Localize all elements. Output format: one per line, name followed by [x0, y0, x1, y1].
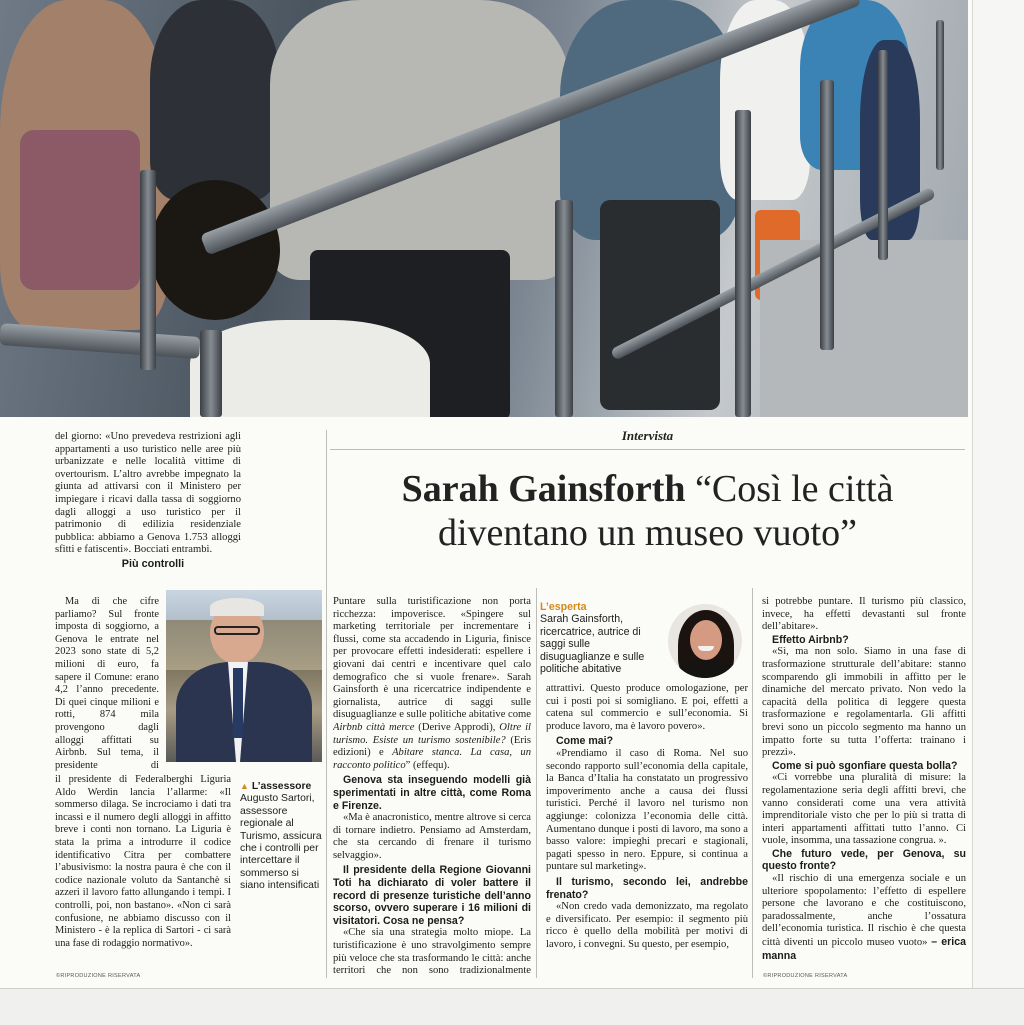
- column-1: [55, 431, 241, 571]
- question-7: Che futuro vede, per Genova, su questo fronte?: [762, 847, 966, 873]
- headline-quote-1: “Così le città: [695, 468, 894, 510]
- answer-2: «Che sia una strategia molto miope. La turistificazione è uno stravolgimento sempre più veloce che sta trasformando le città: anche territori che non sono tradizionalmente: [333, 927, 531, 976]
- headline-name: Sarah Gainsforth: [401, 468, 686, 510]
- answer-7: «Il rischio di una emergenza sociale e un ulteriore spopolamento: l’effetto di espellere persone che lavorano e che costituiscono, paradossalmente, anche l’ossatura dell’economia turistica. Il rischio è che questa città diventi un piccolo museo vuoto» – erica manna: [762, 873, 966, 962]
- triangle-icon: ▲: [240, 781, 249, 791]
- column-1-lower: [55, 774, 231, 970]
- esperta-label: L’esperta: [540, 601, 587, 613]
- answer-6: «Ci vorrebbe una pluralità di misure: la regolamentazione seria degli affitti brevi, che vanno considerati come una vera attività imprenditoriale visto che per lo più si tratta di interi appartamenti affittati tutto l’anno. Ci vuole, insomma, una tassazione congrua. ».: [762, 772, 966, 847]
- col2-intro: Puntare sulla turistificazione non porta ricchezza: impoverisce. «Spingere sul marketing territoriale per incrementare i flussi, come sta accadendo in Liguria, finisce per provocare effetti indesiderati: espellere i giovani dai centri e incentivare quel calo demografico che si vuole frenare». Sarah Gainsforth è una ricercatrice indipendente e giornalista, autrice di saggi sulle disuguaglianze e sulle politiche abitative come Airbnb città merce (Derive Approdi), Oltre il turismo. Esiste un turismo sostenibile? (Eris edizioni) e Abitare stanca. La casa, un racconto politico” (effequ).: [333, 596, 531, 771]
- headline-quote-2: diventano un museo vuoto”: [438, 512, 857, 554]
- sarah-gainsforth-portrait: [668, 604, 742, 678]
- assessore-photo: [166, 590, 322, 762]
- answer-3: «Prendiamo il caso di Roma. Nel suo secondo rapporto sull’economia della capitale, la Banca d’Italia ha constatato un progressivo impoverimento anche a causa dei flussi turistici. Perché il lavoro nel turismo non aggiunge: colonizza l’economia delle città. Aumentano dunque i posti di lavoro, ma sono a basso valore: impieghi precari e stagionali, pagati spesso in nero. Eppure, si continua a puntare sul marketing».: [546, 747, 748, 873]
- question-4: Il turismo, secondo lei, andrebbe frenato?: [546, 875, 748, 901]
- copyright-right: ©RIPRODUZIONE RISERVATA: [763, 973, 848, 979]
- answer-1: «Ma è anacronistico, mentre altrove si cerca di tornare indietro. Pensiamo ad Amsterdam, che sta cercando di frenare il turismo selvaggio».: [333, 812, 531, 861]
- byline: – erica manna: [762, 936, 966, 962]
- column-1-body: [55, 596, 159, 772]
- answer-4: «Non credo vada demonizzato, ma regolato e diversificato. Per esempio: il segmento più ricco è quello della mobilità per motivi di lavoro, i convegni. Su questo, per esempio,: [546, 901, 748, 950]
- col4-intro: si potrebbe puntare. Il turismo più classico, invece, ha effetti devastanti sul fronte dell’abitare».: [762, 596, 966, 633]
- question-1: Genova sta inseguendo modelli già sperimentati in altre città, come Roma e Firenze.: [333, 774, 531, 812]
- assessore-text: Augusto Sartori, assessore regionale al Turismo, assicura che i controlli per intercettare il sommerso si siano intensificati: [240, 793, 322, 892]
- queue-photo: [0, 0, 968, 417]
- answer-5: «Sì, ma non solo. Siamo in una fase di trasformazione strutturale dell’abitare: stanno scomparendo gli immobili in affitto per le dinamiche del mercato privato. Non vedo la capacità della politica di leggere questa trasformazione e regolamentarla. Gli affitti brevi sono un piccolo segmento ma hanno un impatto forte su tutta l’offerta: trainano i prezzi».: [762, 646, 966, 759]
- assessore-label: L’assessore: [251, 781, 312, 792]
- col1-body-paragraph: Ma di che cifre parliamo? Sul fronte imposta di soggiorno, a Genova le entrate nel 2023 sono state di 5,2 milioni di euro, fa sapere il Comune: erano 4,2 l’anno precedente. Di quei cinque milioni e rotti, 874 mila provengono dagli alloggi affittati su Airbnb. Sul tema, il presidente di: [55, 596, 159, 771]
- kicker-rule: [330, 449, 965, 450]
- col1-lower-paragraph: il presidente di Federalberghi Liguria Aldo Werdin lancia l’allarme: «Il sommerso dilaga. Se incrociamo i dati tra incassi e il numero degli alloggi in affitto breve i conti non tornano. La Liguria è stata la prima a introdurre il codice identificativo Citra per combattere l’abusivismo: la nostra paura è che con il codice nazionale voluto da Santanchè si azzeri il lavoro fatto allungando i tempi. I controlli, poi, non bastano». «Non ci sarà confusione, ne abbiamo discusso con il Ministero - è la replica di Sartori - ci sarà una fase di rodaggio normativo».: [55, 774, 231, 949]
- assessore-caption: [240, 780, 324, 893]
- question-3: Come mai?: [556, 735, 614, 748]
- col1-top-paragraph: del giorno: «Uno prevedeva restrizioni agli appartamenti a uso turistico nelle aree più urbanizzate e nelle località vittime di overtourism. L’altro avrebbe impegnato la giunta ad attivarsi con il Ministero per impiegare i ricavi dalla tassa di soggiorno dagli alloggi a uso turistico per il patrimonio di edilizia residenziale pubblica: abbiamo a Genova 1.753 alloggi sfitti e fatiscenti». Bocciati entrambi.: [55, 431, 241, 556]
- esperta-text: Sarah Gainsforth, ricercatrice, autrice di saggi sulle disuguaglianze e sulle politiche abitative: [540, 613, 645, 676]
- column-3: [546, 683, 748, 978]
- page-right-margin: [972, 0, 1024, 1024]
- page-bottom-margin: [0, 988, 1024, 1025]
- subhead-piu-controlli: Più controlli: [121, 557, 185, 570]
- column-4: [762, 596, 966, 966]
- kicker: Intervista: [621, 428, 674, 443]
- copyright-left: ©RIPRODUZIONE RISERVATA: [56, 973, 141, 979]
- headline: [330, 467, 965, 555]
- question-5: Effetto Airbnb?: [772, 633, 849, 646]
- col3-intro: attrattivi. Questo produce omologazione, per cui i posti poi si somigliano. E poi, effetti a catena sul commercio e sull’economia. Si produce lavoro, ma è lavoro povero».: [546, 683, 748, 732]
- column-2: [333, 596, 531, 976]
- question-2: Il presidente della Regione Giovanni Toti ha dichiarato di voler battere il record di presenze turistiche dell’anno scorso, ovvero superare i 16 milioni di visitatori. Cosa ne pensa?: [333, 864, 531, 927]
- question-6: Come si può sgonfiare questa bolla?: [772, 759, 958, 772]
